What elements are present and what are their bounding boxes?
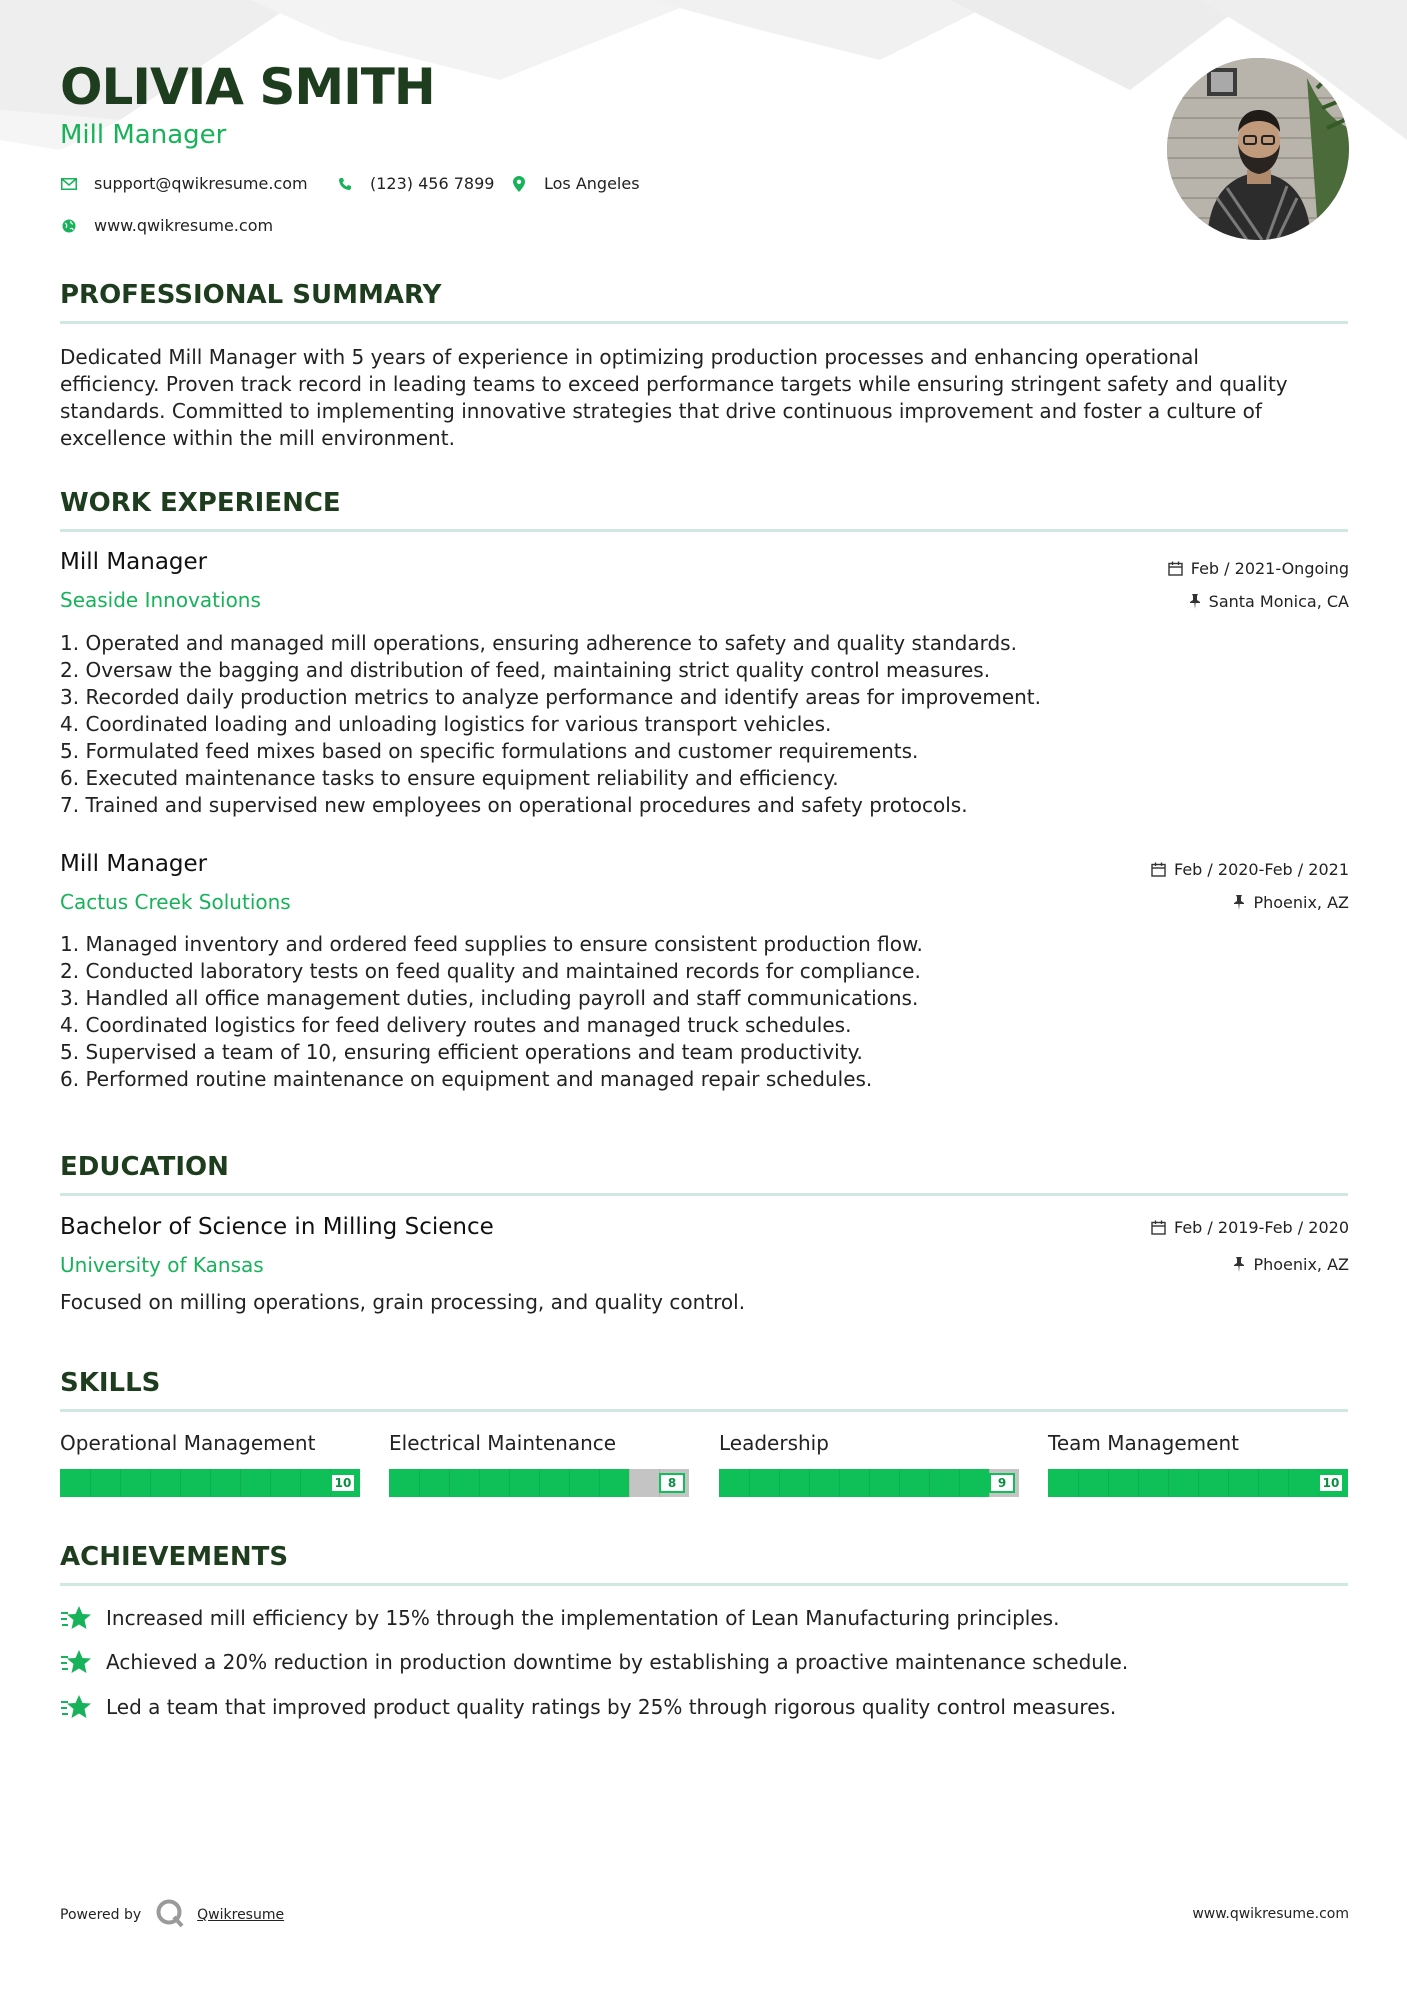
school-name: University of Kansas: [60, 1253, 264, 1277]
skill-bar-segment: [629, 1469, 630, 1497]
degree-title: Bachelor of Science in Milling Science: [60, 1214, 494, 1240]
list-item: Conducted laboratory tests on feed quality and maintained records for compliance.: [85, 959, 921, 983]
contact-email[interactable]: [60, 174, 308, 193]
website-text: www.qwikresume.com: [94, 216, 274, 235]
job-location-text: Phoenix, AZ: [1253, 893, 1349, 912]
phone-icon: [336, 175, 354, 193]
skill-bar-segment: [1228, 1469, 1229, 1497]
skill-bar-segment: [869, 1469, 870, 1497]
skill-name: Leadership: [719, 1431, 829, 1455]
job-duties-list: [60, 931, 1350, 1093]
profile-photo: [1167, 58, 1349, 240]
skill-bar-segment: [1198, 1469, 1199, 1497]
job-title: Mill Manager: [60, 549, 208, 575]
candidate-role: Mill Manager: [60, 120, 227, 150]
skills-divider: [60, 1409, 1348, 1412]
education-location: [1233, 1255, 1349, 1274]
job-dates: [1168, 559, 1349, 578]
list-item: Formulated feed mixes based on specific formulations and customer requirements.: [85, 739, 919, 763]
summary-divider: [60, 321, 1348, 324]
list-item: Performed routine maintenance on equipment and managed repair schedules.: [85, 1067, 873, 1091]
skill-bar-segment: [419, 1469, 420, 1497]
skill-bar-segment: [1138, 1469, 1139, 1497]
footer-website[interactable]: www.qwikresume.com: [1192, 1906, 1349, 1922]
skill-bar-segment: [240, 1469, 241, 1497]
calendar-icon: [1151, 1220, 1166, 1235]
summary-line: Dedicated Mill Manager with 5 years of experience in optimizing production processes and enhancing operational: [60, 345, 1199, 369]
achievement-text: Achieved a 20% reduction in production downtime by establishing a proactive maintenance schedule.: [106, 1650, 1129, 1674]
powered-by-label: Powered by: [60, 1907, 142, 1923]
location-text: Los Angeles: [544, 174, 640, 193]
list-item: Managed inventory and ordered feed supplies to ensure consistent production flow.: [85, 932, 923, 956]
summary-line: excellence within the mill environment.: [60, 426, 455, 450]
skill-bar: [1048, 1469, 1348, 1497]
skill-bar-segment: [539, 1469, 540, 1497]
pushpin-icon: [1233, 1257, 1245, 1272]
job-company: Seaside Innovations: [60, 588, 261, 612]
star-badge-icon: [60, 1648, 92, 1676]
contact-website[interactable]: [60, 216, 273, 235]
skill-level-badge: 8: [659, 1473, 685, 1493]
skill-bar: [389, 1469, 689, 1497]
calendar-icon: [1168, 561, 1183, 576]
education-heading: EDUCATION: [60, 1152, 229, 1182]
skill-bar: [719, 1469, 1019, 1497]
candidate-name: OLIVIA SMITH: [60, 58, 435, 116]
summary-line: efficiency. Proven track record in leading teams to exceed performance targets while ensuring stringent safety and quality: [60, 372, 1288, 396]
skill-bar-segment: [300, 1469, 301, 1497]
skill-bar-segment: [1168, 1469, 1169, 1497]
summary-line: standards. Committed to implementing innovative strategies that drive continuous improvement and foster a culture of: [60, 399, 1262, 423]
list-item: Handled all office management duties, including payroll and staff communications.: [85, 986, 919, 1010]
list-item: Supervised a team of 10, ensuring efficient operations and team productivity.: [85, 1040, 863, 1064]
list-item: Coordinated logistics for feed delivery routes and managed truck schedules.: [85, 1013, 852, 1037]
skill-bar-segment: [1258, 1469, 1259, 1497]
list-item: Oversaw the bagging and distribution of feed, maintaining strict quality control measures.: [85, 658, 991, 682]
contact-location: [510, 174, 640, 193]
skill-bar-segment: [569, 1469, 570, 1497]
phone-text: (123) 456 7899: [370, 174, 495, 193]
skill-bar-segment: [120, 1469, 121, 1497]
skill-bar-segment: [749, 1469, 750, 1497]
education-location-text: Phoenix, AZ: [1253, 1255, 1349, 1274]
job-dates-text: Feb / 2021-Ongoing: [1190, 559, 1349, 578]
skill-level-badge: 10: [1318, 1473, 1344, 1493]
skill-name: Electrical Maintenance: [389, 1431, 617, 1455]
education-dates-text: Feb / 2019-Feb / 2020: [1174, 1218, 1349, 1237]
job-location-text: Santa Monica, CA: [1208, 592, 1349, 611]
calendar-icon: [1151, 862, 1166, 877]
skill-level-badge: 10: [330, 1473, 356, 1493]
achievement-item: [60, 1648, 1128, 1676]
skill-bar-segment: [599, 1469, 600, 1497]
job-company: Cactus Creek Solutions: [60, 890, 291, 914]
star-badge-icon: [60, 1693, 92, 1721]
skill-name: Operational Management: [60, 1431, 316, 1455]
skill-bar-segment: [449, 1469, 450, 1497]
job-location: [1189, 592, 1349, 611]
skill-bar-segment: [210, 1469, 211, 1497]
skill-bar-segment: [90, 1469, 91, 1497]
footer-powered-by: [60, 1898, 284, 1932]
pushpin-icon: [1233, 895, 1245, 910]
list-item: Recorded daily production metrics to analyze performance and identify areas for improvement.: [85, 685, 1042, 709]
job-dates: [1151, 860, 1349, 879]
skill-bar-segment: [1108, 1469, 1109, 1497]
skill-bar-segment: [479, 1469, 480, 1497]
education-dates: [1151, 1218, 1349, 1237]
map-pin-icon: [510, 175, 528, 193]
achievement-item: [60, 1604, 1059, 1632]
skill-bar-segment: [839, 1469, 840, 1497]
summary-heading: PROFESSIONAL SUMMARY: [60, 280, 442, 310]
skill-name: Team Management: [1048, 1431, 1239, 1455]
skill-bar-segment: [509, 1469, 510, 1497]
summary-text: [60, 344, 1350, 452]
skills-heading: SKILLS: [60, 1368, 161, 1398]
pushpin-icon: [1189, 594, 1201, 609]
star-badge-icon: [60, 1604, 92, 1632]
skill-bar: [60, 1469, 360, 1497]
achievements-heading: ACHIEVEMENTS: [60, 1542, 289, 1572]
list-item: Coordinated loading and unloading logistics for various transport vehicles.: [85, 712, 832, 736]
skill-bar-segment: [929, 1469, 930, 1497]
skill-level-badge: 9: [989, 1473, 1015, 1493]
job-location: [1233, 893, 1349, 912]
job-duties-list: [60, 630, 1350, 819]
email-text: support@qwikresume.com: [94, 174, 308, 193]
experience-heading: WORK EXPERIENCE: [60, 488, 341, 518]
education-divider: [60, 1193, 1348, 1196]
skill-bar-segment: [1288, 1469, 1289, 1497]
qwikresume-logo-icon: [155, 1898, 185, 1932]
achievement-item: [60, 1693, 1116, 1721]
job-title: Mill Manager: [60, 851, 208, 877]
skill-bar-segment: [899, 1469, 900, 1497]
list-item: Executed maintenance tasks to ensure equipment reliability and efficiency.: [85, 766, 839, 790]
globe-icon: [60, 217, 78, 235]
skill-bar-segment: [150, 1469, 151, 1497]
achievements-divider: [60, 1583, 1348, 1586]
envelope-icon: [60, 175, 78, 193]
skill-bar-segment: [180, 1469, 181, 1497]
skill-bar-segment: [809, 1469, 810, 1497]
qwikresume-link[interactable]: Qwikresume: [197, 1907, 285, 1923]
contact-phone[interactable]: [336, 174, 494, 193]
list-item: Operated and managed mill operations, ensuring adherence to safety and quality standards.: [85, 631, 1017, 655]
list-item: Trained and supervised new employees on operational procedures and safety protocols.: [85, 793, 968, 817]
skill-bar-fill: [719, 1469, 989, 1497]
skill-bar-segment: [779, 1469, 780, 1497]
achievement-text: Increased mill efficiency by 15% through the implementation of Lean Manufacturing principles.: [106, 1606, 1060, 1630]
experience-divider: [60, 529, 1348, 532]
skill-bar-segment: [270, 1469, 271, 1497]
education-description: Focused on milling operations, grain processing, and quality control.: [60, 1290, 746, 1314]
skill-bar-segment: [959, 1469, 960, 1497]
skill-bar-segment: [1078, 1469, 1079, 1497]
job-dates-text: Feb / 2020-Feb / 2021: [1174, 860, 1349, 879]
achievement-text: Led a team that improved product quality ratings by 25% through rigorous quality control measures.: [106, 1695, 1117, 1719]
